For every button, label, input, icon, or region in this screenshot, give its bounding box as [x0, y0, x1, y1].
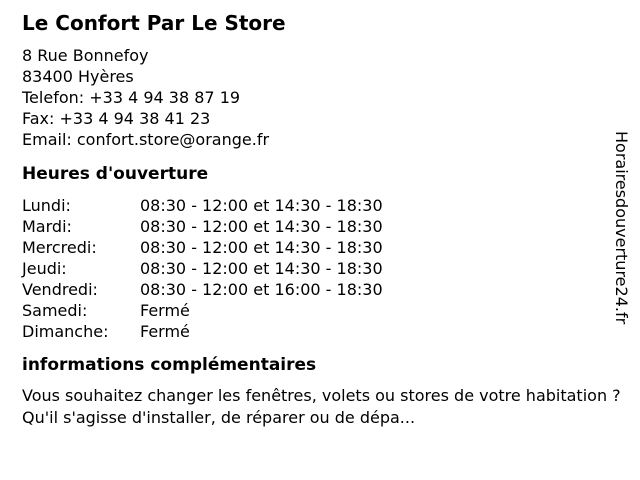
day-hours: Fermé: [140, 301, 190, 320]
day-label: Mercredi:: [22, 238, 97, 257]
site-watermark: Horairesdouverture24.fr: [612, 131, 631, 325]
hours-section-title: Heures d'ouverture: [22, 164, 209, 184]
contact-block: [22, 45, 640, 150]
hours-row-thursday: [22, 258, 640, 279]
phone-line: [22, 87, 640, 108]
additional-info-text: Vous souhaitez changer les fenêtres, volets ou stores de votre habitation ? Qu'il s'agisse d'installer, de réparer ou de dépa...: [22, 386, 621, 427]
hours-row-tuesday: [22, 216, 640, 237]
day-hours: 08:30 - 12:00 et 14:30 - 18:30: [140, 259, 383, 278]
day-label: Dimanche:: [22, 322, 109, 341]
hours-row-monday: [22, 195, 640, 216]
phone-number: +33 4 94 38 87 19: [89, 88, 241, 107]
fax-line: [22, 108, 640, 129]
fax-number: +33 4 94 38 41 23: [59, 109, 211, 128]
address-city: 83400 Hyères: [22, 67, 134, 86]
email-line: [22, 129, 640, 150]
hours-row-wednesday: [22, 237, 640, 258]
business-name: Le Confort Par Le Store: [22, 11, 286, 35]
hours-row-sunday: [22, 321, 640, 342]
day-label: Samedi:: [22, 301, 88, 320]
day-hours: 08:30 - 12:00 et 14:30 - 18:30: [140, 196, 383, 215]
day-hours: Fermé: [140, 322, 190, 341]
day-hours: 08:30 - 12:00 et 14:30 - 18:30: [140, 238, 383, 257]
day-label: Jeudi:: [22, 259, 67, 278]
day-hours: 08:30 - 12:00 et 14:30 - 18:30: [140, 217, 383, 236]
day-hours: 08:30 - 12:00 et 16:00 - 18:30: [140, 280, 383, 299]
day-label: Mardi:: [22, 217, 72, 236]
email-label: Email:: [22, 130, 72, 149]
hours-row-saturday: [22, 300, 640, 321]
day-label: Vendredi:: [22, 280, 98, 299]
email-address: confort.store@orange.fr: [76, 130, 270, 149]
fax-label: Fax:: [22, 109, 55, 128]
address-street: 8 Rue Bonnefoy: [22, 46, 149, 65]
info-section-title: informations complémentaires: [22, 355, 317, 375]
opening-hours-table: [22, 195, 640, 342]
phone-label: Telefon:: [22, 88, 85, 107]
day-label: Lundi:: [22, 196, 71, 215]
hours-row-friday: [22, 279, 640, 300]
